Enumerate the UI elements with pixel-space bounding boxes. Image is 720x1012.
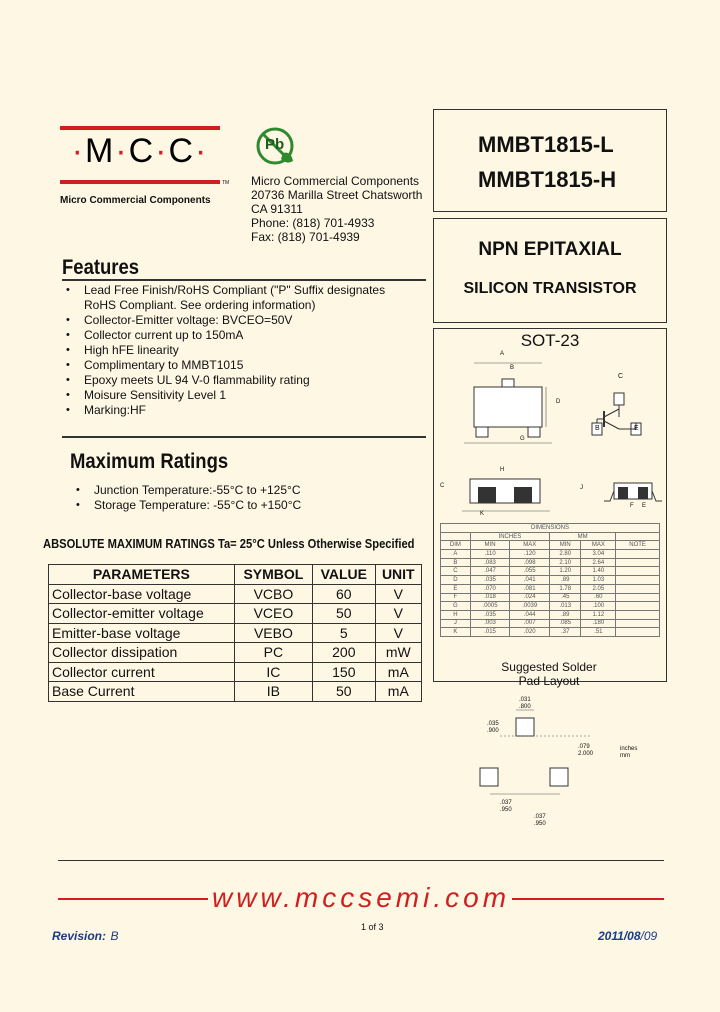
dim-cell <box>616 558 660 567</box>
symbol-cell: VEBO <box>234 623 312 643</box>
dim-cell <box>616 584 660 593</box>
dim-cell: 2.64 <box>581 558 616 567</box>
dim-cell: A <box>441 550 471 559</box>
table-row <box>49 643 422 663</box>
symbol-cell: IB <box>234 682 312 702</box>
param-cell: Base Current <box>49 682 235 702</box>
features-bottom-rule <box>62 436 426 438</box>
pin-e-label: E <box>634 425 639 432</box>
website-link[interactable]: www.mccsemi.com <box>212 882 511 913</box>
page-number: 1 of 3 <box>361 922 384 932</box>
date-sep: / <box>623 929 628 943</box>
param-cell: Collector dissipation <box>49 643 235 663</box>
dim-cell: .0039 <box>510 602 550 611</box>
dim-blank <box>616 532 660 541</box>
dim-cell: .035 <box>470 610 510 619</box>
revision-value: B <box>110 929 119 943</box>
dim-header: NOTE <box>616 541 660 550</box>
table-header: VALUE <box>313 565 376 585</box>
table-row <box>49 604 422 624</box>
features-rule <box>62 279 426 281</box>
pin-c-label: C <box>618 373 624 380</box>
dim-cell: C <box>441 567 471 576</box>
unit-cell: V <box>375 623 421 643</box>
param-cell: Collector current <box>49 662 235 682</box>
dim-cell: .120 <box>510 550 550 559</box>
dim-cell: B <box>441 558 471 567</box>
dim-cell: 2.10 <box>550 558 581 567</box>
footer-rule <box>58 860 664 861</box>
trademark: TM <box>222 180 230 186</box>
dim-header: MIN <box>470 541 510 550</box>
dim-cell: 1.78 <box>550 584 581 593</box>
dim-header: DIM <box>441 541 471 550</box>
dim-cell <box>616 619 660 628</box>
date-year: 2011 <box>598 929 624 943</box>
symbol-cell: VCBO <box>234 584 312 604</box>
date-sep: / <box>640 929 644 943</box>
unit-cell: V <box>375 584 421 604</box>
dim-cell: .085 <box>550 619 581 628</box>
feature-item: • Epoxy meets UL 94 V-0 flammability rating <box>62 373 427 388</box>
logo-bottom-bar <box>60 180 220 184</box>
dim-cell: .055 <box>510 567 550 576</box>
dim-cell <box>616 593 660 602</box>
max-ratings-section <box>70 450 250 474</box>
value-cell: 5 <box>313 623 376 643</box>
dim-cell <box>616 610 660 619</box>
dim-cell: .007 <box>510 619 550 628</box>
solder-dim-3: .079 2.000 <box>578 744 594 757</box>
dim-cell: .047 <box>470 567 510 576</box>
feature-item: • Complimentary to MMBT1015 <box>62 358 427 373</box>
part-number-box <box>433 109 667 212</box>
dimension-table <box>440 523 660 637</box>
dim-cell: .013 <box>550 602 581 611</box>
feature-item: • Marking:HF <box>62 403 427 418</box>
dim-cell <box>616 576 660 585</box>
symbol-cell: PC <box>234 643 312 663</box>
solder-dim-5: .037 .950 <box>534 814 546 827</box>
dim-cell: .89 <box>550 610 581 619</box>
param-cell: Collector-emitter voltage <box>49 604 235 624</box>
dim-cell: 1.20 <box>550 567 581 576</box>
table-row <box>49 584 422 604</box>
dim-blank <box>441 532 471 541</box>
dim-label-e: E <box>642 503 647 509</box>
dim-row <box>441 593 660 602</box>
revision-label: Revision: <box>52 929 107 943</box>
dim-cell: .60 <box>581 593 616 602</box>
pb-label: Pb <box>265 136 285 153</box>
features-title: Features <box>62 256 140 279</box>
symbol-cell: VCEO <box>234 604 312 624</box>
unit-cell: mW <box>375 643 421 663</box>
logo-top-bar <box>60 126 220 130</box>
dim-cell: .0005 <box>470 602 510 611</box>
address-line: Fax: (818) 701-4939 <box>251 230 360 244</box>
symbol-cell: IC <box>234 662 312 682</box>
dim-cell: 1.03 <box>581 576 616 585</box>
dim-cell <box>616 567 660 576</box>
dim-cell: H <box>441 610 471 619</box>
logo-subtitle: Micro Commercial Components <box>60 195 211 206</box>
device-type-line2: SILICON TRANSISTOR <box>463 280 637 297</box>
date-day: 09 <box>643 929 658 943</box>
part-number-h: MMBT1815-H <box>478 167 617 192</box>
address-line: 20736 Marilla Street Chatsworth <box>251 188 423 202</box>
unit-cell: V <box>375 604 421 624</box>
solder-dim-4: .037 .950 <box>500 800 512 813</box>
dim-cell: .044 <box>510 610 550 619</box>
dim-cell: D <box>441 576 471 585</box>
package-box <box>433 328 667 682</box>
address-line: CA 91311 <box>251 202 303 216</box>
dim-cell: .070 <box>470 584 510 593</box>
dim-cell: .51 <box>581 628 616 637</box>
unit-cell: mA <box>375 682 421 702</box>
solder-units: inches mm <box>620 746 638 759</box>
dim-header: MAX <box>581 541 616 550</box>
value-cell: 50 <box>313 682 376 702</box>
dim-cell: .024 <box>510 593 550 602</box>
dim-cell: 3.04 <box>581 550 616 559</box>
dim-table-title: DIMENSIONS <box>441 524 660 533</box>
features-list <box>62 283 427 418</box>
dim-header: MIN <box>550 541 581 550</box>
dim-cell: .003 <box>470 619 510 628</box>
dim-row <box>441 550 660 559</box>
solder-dim-2: .035 .900 <box>487 721 499 734</box>
dim-cell: .018 <box>470 593 510 602</box>
dim-cell: 2.80 <box>550 550 581 559</box>
feature-item: • High hFE linearity <box>62 343 427 358</box>
dim-cell <box>616 550 660 559</box>
max-ratings-title: Maximum Ratings <box>70 450 229 473</box>
max-ratings-list <box>72 483 412 513</box>
dim-label-h: H <box>500 467 505 473</box>
device-type-box <box>433 218 667 323</box>
dim-cell: G <box>441 602 471 611</box>
dim-cell: J <box>441 619 471 628</box>
dim-cell: .110 <box>470 550 510 559</box>
dim-label-a: A <box>500 351 505 357</box>
dim-row <box>441 567 660 576</box>
dim-row <box>441 602 660 611</box>
dim-row <box>441 576 660 585</box>
dim-cell: .015 <box>470 628 510 637</box>
dim-cell: .89 <box>550 576 581 585</box>
dim-cell: .098 <box>510 558 550 567</box>
value-cell: 60 <box>313 584 376 604</box>
dim-label-c: C <box>440 483 445 489</box>
solder-title-line1: Suggested Solder <box>501 660 597 674</box>
dim-cell: 1.12 <box>581 610 616 619</box>
dim-row <box>441 610 660 619</box>
dim-cell: 2.05 <box>581 584 616 593</box>
address-line: Micro Commercial Components <box>251 174 420 188</box>
address-block <box>251 174 431 244</box>
dim-row <box>441 558 660 567</box>
footer-right-bar <box>512 898 664 900</box>
solder-dim-1: .031 .800 <box>519 697 531 710</box>
address-line: Phone: (818) 701-4933 <box>251 216 375 230</box>
dim-label-f: F <box>630 503 634 509</box>
dim-cell: .020 <box>510 628 550 637</box>
dim-label-j: J <box>580 485 583 491</box>
dim-cell: .081 <box>510 584 550 593</box>
dim-cell: F <box>441 593 471 602</box>
dim-label-g: G <box>520 436 525 442</box>
table-row <box>49 662 422 682</box>
dim-cell: .45 <box>550 593 581 602</box>
value-cell: 150 <box>313 662 376 682</box>
dim-cell: .083 <box>470 558 510 567</box>
parameters-table <box>48 564 422 702</box>
dim-label-k: K <box>480 511 485 517</box>
value-cell: 50 <box>313 604 376 624</box>
feature-item: • Moisure Sensitivity Level 1 <box>62 388 427 403</box>
param-cell: Emitter-base voltage <box>49 623 235 643</box>
dim-group-mm: MM <box>550 532 616 541</box>
rating-item: • Junction Temperature:-55°C to +125°C <box>72 483 412 498</box>
solder-title-line2: Pad Layout <box>518 674 580 688</box>
abs-max-title: ABSOLUTE MAXIMUM RATINGS Ta= 25°C Unless Otherwise Specified <box>43 536 415 551</box>
revision <box>52 927 118 945</box>
table-header: PARAMETERS <box>49 565 235 585</box>
feature-item: • Lead Free Finish/RoHS Compliant ("P" Suffix designates <box>62 283 427 298</box>
feature-item: • Collector-Emitter voltage: BVCEO=50V <box>62 313 427 328</box>
dim-cell: .035 <box>470 576 510 585</box>
dim-label-b: B <box>510 365 515 371</box>
device-type-line1: NPN EPITAXIAL <box>478 239 622 260</box>
dim-header: MAX <box>510 541 550 550</box>
dim-cell: .37 <box>550 628 581 637</box>
dim-cell <box>616 602 660 611</box>
footer-left-bar <box>58 898 208 900</box>
dim-cell: K <box>441 628 471 637</box>
feature-item: • Collector current up to 150mA <box>62 328 427 343</box>
dim-row <box>441 628 660 637</box>
dim-cell: .041 <box>510 576 550 585</box>
table-row <box>49 682 422 702</box>
table-row <box>49 623 422 643</box>
value-cell: 200 <box>313 643 376 663</box>
dim-row <box>441 619 660 628</box>
dim-cell <box>616 628 660 637</box>
mcc-logo: ·M·C·C· <box>71 132 209 170</box>
revision-date <box>598 927 657 945</box>
dim-cell: E <box>441 584 471 593</box>
features-section <box>62 256 150 280</box>
dim-group-inches: INCHES <box>470 532 549 541</box>
pin-b-label: B <box>595 425 600 432</box>
rating-item: • Storage Temperature: -55°C to +150°C <box>72 498 412 513</box>
part-number-l: MMBT1815-L <box>478 132 614 157</box>
table-header: UNIT <box>375 565 421 585</box>
table-header: SYMBOL <box>234 565 312 585</box>
dim-cell: .180 <box>581 619 616 628</box>
param-cell: Collector-base voltage <box>49 584 235 604</box>
dim-cell: .100 <box>581 602 616 611</box>
dim-label-d: D <box>556 399 561 405</box>
dim-cell: 1.40 <box>581 567 616 576</box>
feature-item: RoHS Compliant. See ordering information) <box>84 298 316 312</box>
solder-title <box>433 660 665 688</box>
unit-cell: mA <box>375 662 421 682</box>
dim-row <box>441 584 660 593</box>
date-month: 08 <box>627 929 641 943</box>
package-name: SOT-23 <box>520 331 580 350</box>
